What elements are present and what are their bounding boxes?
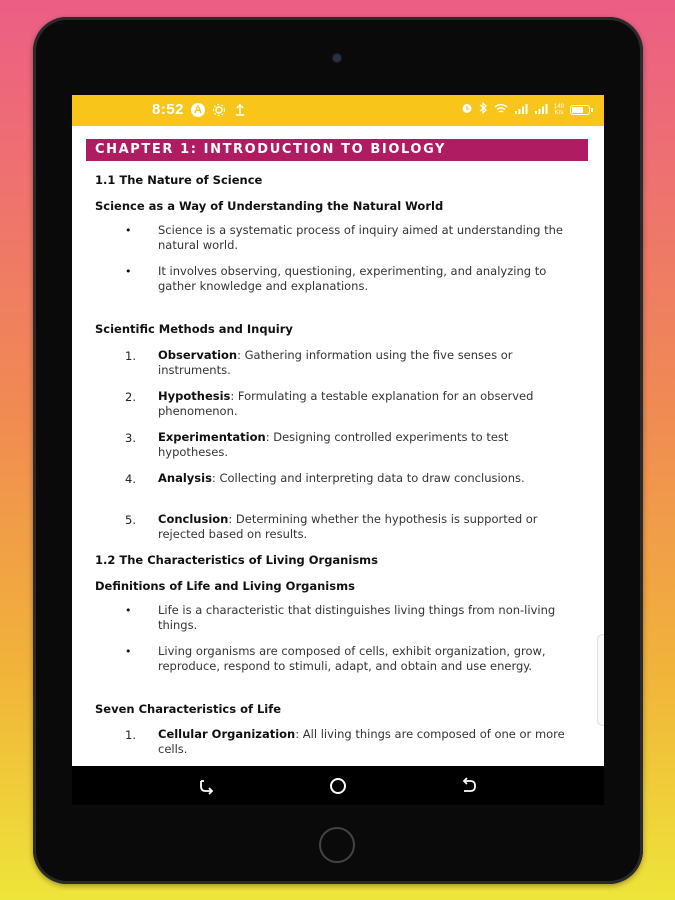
list-item: Science is a systematic process of inquiry aimed at understanding the natural world. [158,223,563,252]
document-content [72,126,604,766]
list-item [158,727,578,757]
alarm-icon [461,102,473,117]
list-item-term: Experimentation [158,430,266,444]
back-icon[interactable] [458,776,480,796]
signal-icon [514,103,528,117]
subheading-science-way: Science as a Way of Understanding the Natural World [95,199,444,213]
list-number: 1. [125,728,136,742]
list-item-term: Hypothesis [158,389,231,403]
bullet-icon: • [125,224,132,237]
list-item-term: Analysis [158,471,212,485]
bullet-icon: • [125,604,132,617]
settings-cog-icon [212,103,226,117]
list-item-desc: : All living things are composed of one or more cells. [158,727,565,756]
usb-icon [233,103,247,117]
a-badge-icon: A [191,103,205,117]
list-item [158,512,578,542]
list-item [158,471,578,486]
bluetooth-icon [479,102,488,117]
recents-icon[interactable] [196,776,218,796]
home-circle-icon[interactable] [327,776,349,796]
status-bar [72,95,604,126]
list-number: 1. [125,349,136,363]
section-heading-1-1: 1.1 The Nature of Science [95,173,263,187]
list-item-desc: : Determining whether the hypothesis is supported or rejected based on results. [158,512,538,541]
bullet-icon: • [125,265,132,278]
list-item [158,389,578,419]
list-item [158,430,578,460]
list-item-desc: : Gathering information using the five senses or instruments. [158,348,513,377]
list-item-desc: : Formulating a testable explanation for an observed phenomenon. [158,389,534,418]
section-heading-1-2: 1.2 The Characteristics of Living Organisms [95,553,378,567]
list-number: 2. [125,390,136,404]
device-screen [72,95,604,805]
subheading-seven-characteristics: Seven Characteristics of Life [95,702,282,716]
list-item: It involves observing, questioning, experimenting, and analyzing to gather knowledge and explanations. [158,264,547,293]
subheading-scientific-methods: Scientific Methods and Inquiry [95,322,293,336]
scroll-handle[interactable] [597,634,604,726]
list-item: Life is a characteristic that distinguishes living things from non-living things. [158,603,556,632]
list-number: 3. [125,431,136,445]
camera-icon [332,53,342,63]
list-number: 4. [125,472,136,486]
bullet-icon: • [125,645,132,658]
wifi-icon [494,103,508,117]
subheading-definitions: Definitions of Life and Living Organisms [95,579,355,593]
list-item-desc: : Collecting and interpreting data to draw conclusions. [211,471,525,485]
list-number: 5. [125,513,136,527]
net-speed: 149 K/s [553,103,564,116]
list-item-term: Observation [158,348,238,362]
status-time: 8:52 [152,101,185,118]
chapter-title: CHAPTER 1: INTRODUCTION TO BIOLOGY [86,139,588,161]
signal-icon-2 [534,103,548,117]
list-item-term: Conclusion [158,512,229,526]
list-item: Living organisms are composed of cells, exhibit organization, grow, reproduce, respond to stimuli, adapt, and obtain and use energy. [158,644,546,673]
navigation-bar [72,766,604,805]
list-item-desc: : Designing controlled experiments to test hypotheses. [158,430,509,459]
list-item [158,348,578,378]
battery-icon [570,105,590,115]
hardware-home-button[interactable] [319,827,355,863]
list-item-term: Cellular Organization [158,727,296,741]
